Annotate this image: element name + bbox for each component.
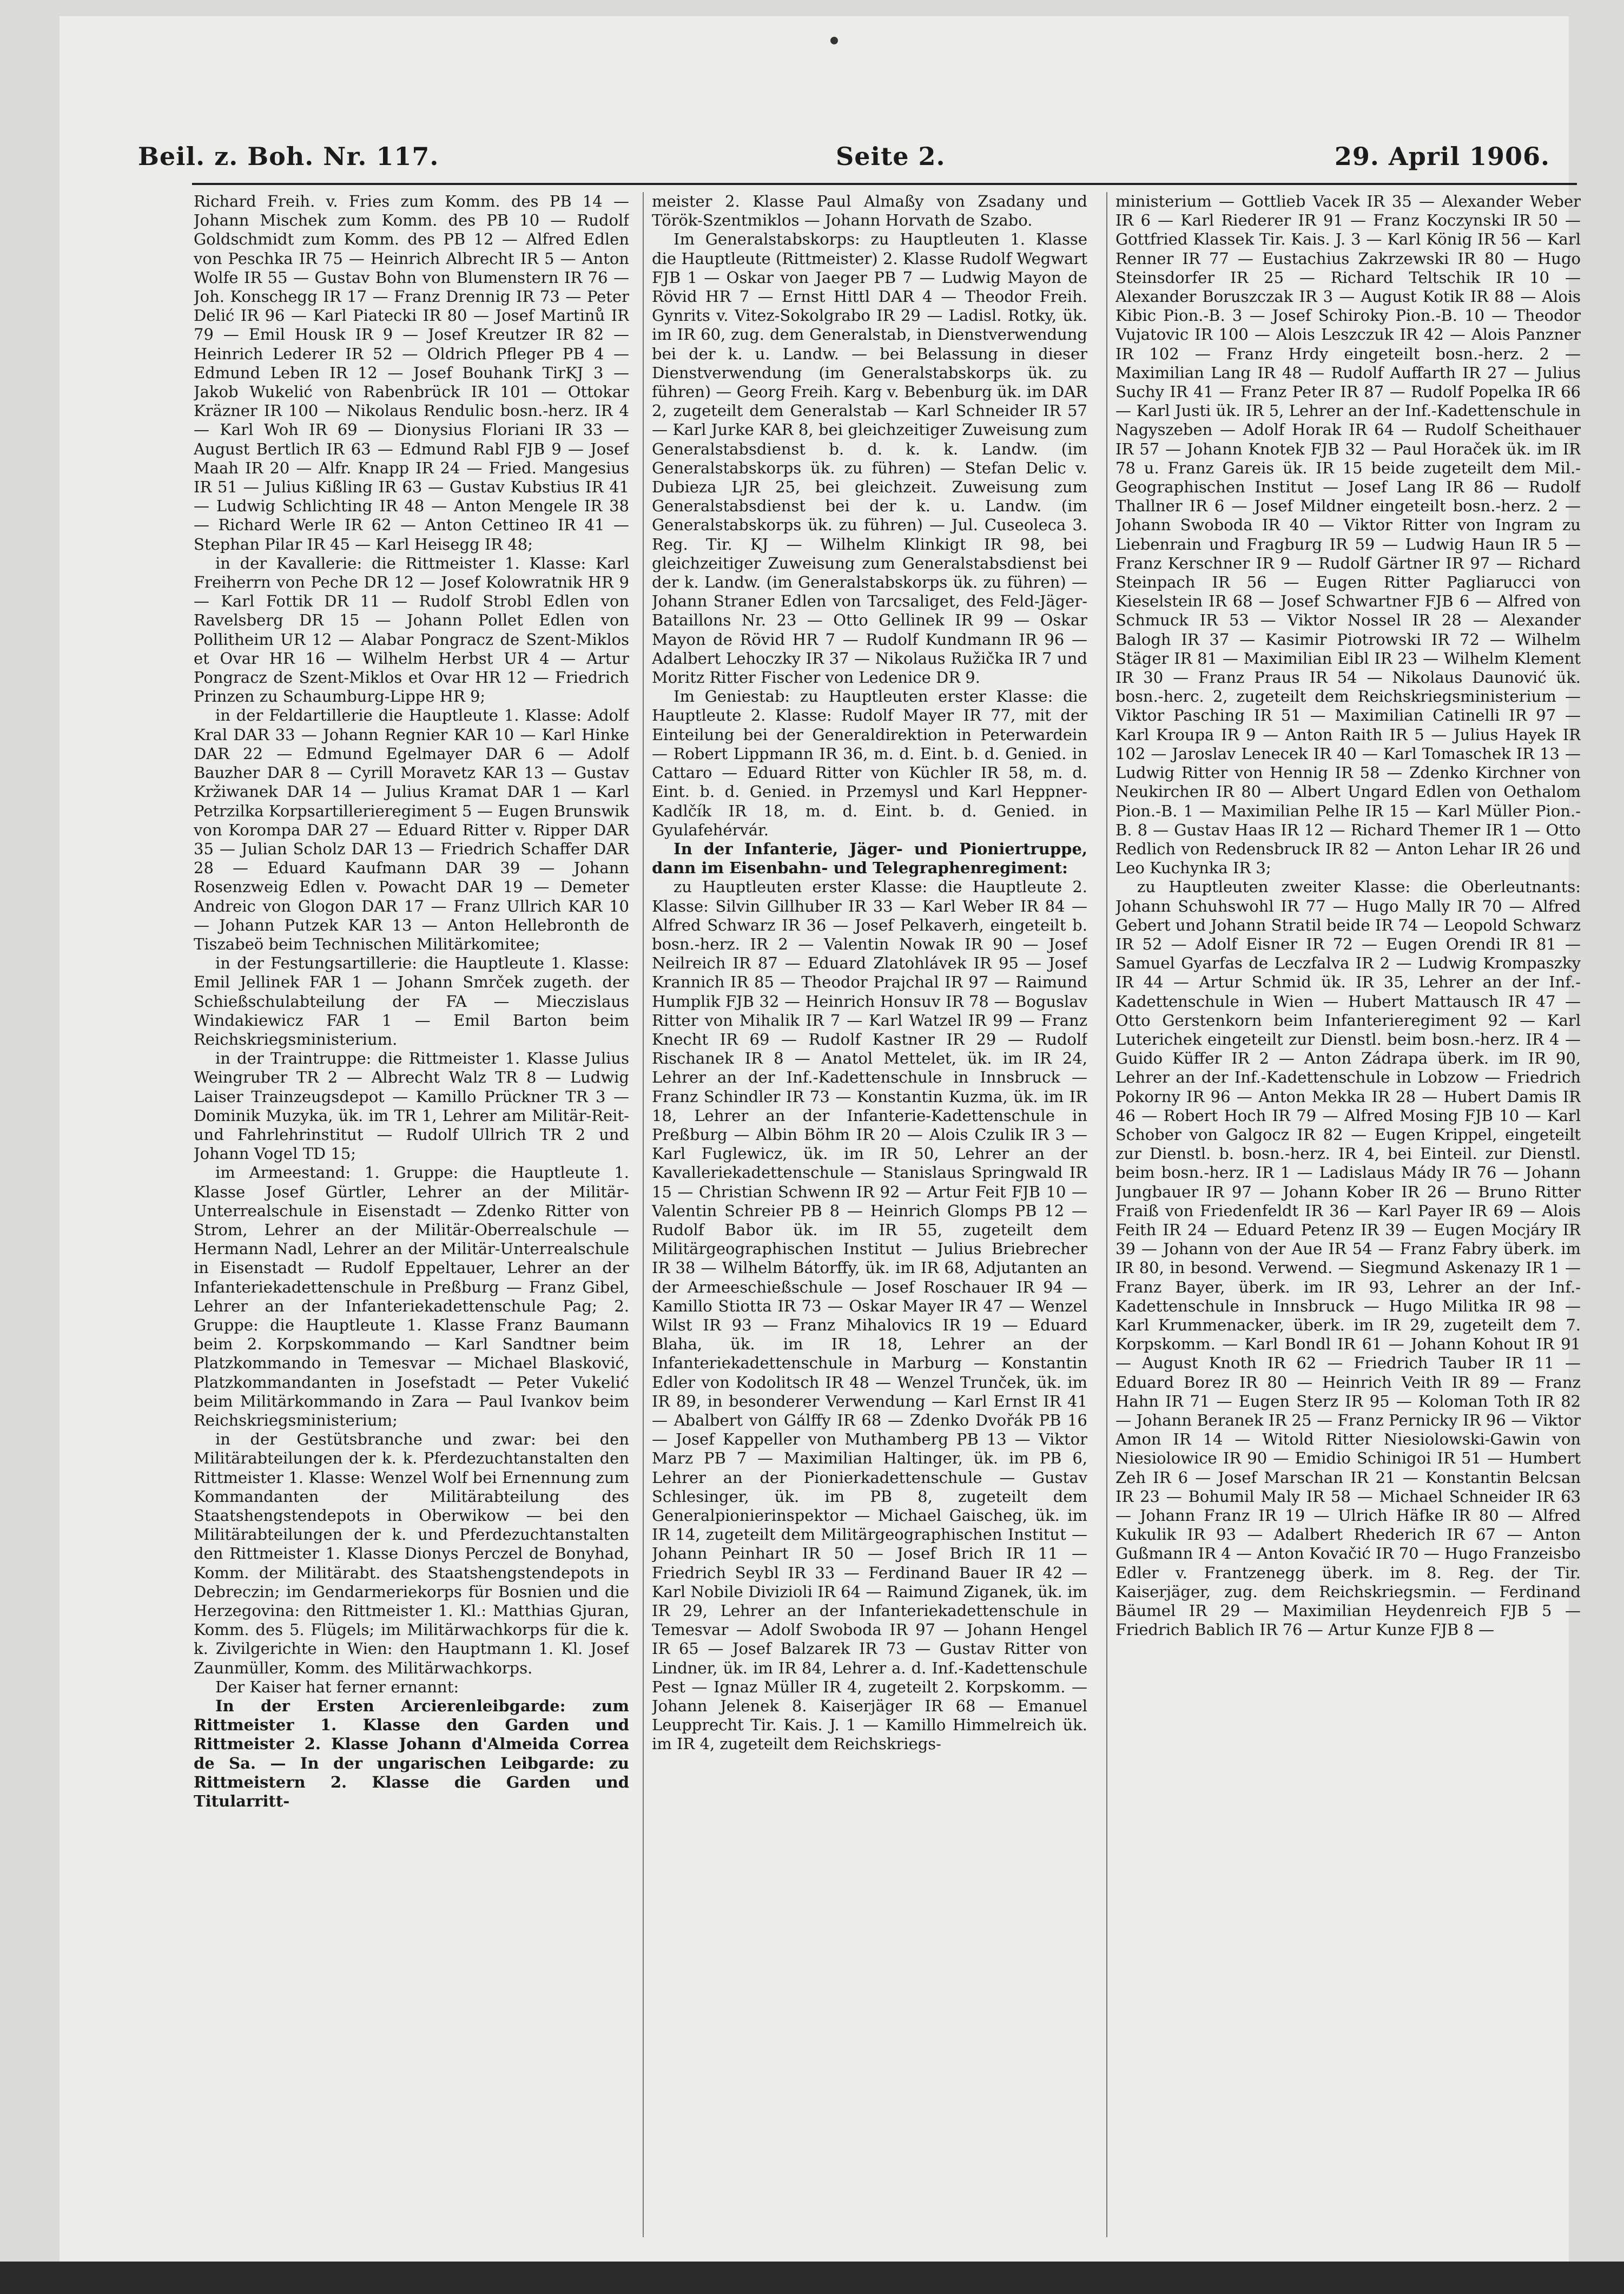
paragraph: meister 2. Klasse Paul Almaßy von Zsadany und Török-Szentmiklos — Johann Horvath de Szabo. <box>652 192 1087 230</box>
scan-bottom-edge <box>0 2262 1624 2294</box>
paragraph: Der Kaiser hat ferner ernannt: <box>215 1677 459 1696</box>
paragraph: zu Hauptleuten erster Klasse: die Hauptleute 2. Klasse: Silvin Gillhuber IR 33 — Karl Weber IR 84 — Alfred Schwarz IR 36 — Josef Pelkaverh, eingeteilt b. bosn.-herz. IR 2 — Valentin Nowak IR 90 — Josef Neilreich IR 87 — Eduard Zlatohlávek IR 95 — Josef Krannich IR 85 — Theodor Prajchal IR 97 — Raimund Humplik FJB 32 — Heinrich Honsuv IR 78 — Boguslav Ritter von Mihalik IR 7 — Karl Watzel IR 99 — Franz Knecht IR 69 — Rudolf Kastner IR 29 — Rudolf Rischanek IR 8 — Anatol Mettelet, ük. im IR 24, Lehrer an der Inf.-Kadettenschule in Innsbruck — Franz Schindler IR 73 — Konstantin Kuzma, ük. im IR 18, Lehrer an der Infanterie-Kadettenschule in Preßburg — Albin Böhm IR 20 — Alois Czulik IR 3 — Karl Fuglewicz, ük. im IR 50, Lehrer an der Kavalleriekadettenschule — Stanislaus Springwald IR 15 — Christian Schwenn IR 92 — Artur Feit FJB 10 — Valentin Schreier PB 8 — Heinrich Glomps PB 12 — Rudolf Babor ük. im IR 55, zugeteilt dem Militärgeographischen Institut — Julius Briebrecher IR 38 — Wilhelm Bátorffy, ük. im IR 68, Adjutanten an der Armeeschießschule — Josef Roschauer IR 94 — Kamillo Stiotta IR 73 — Oskar Mayer IR 47 — Wenzel Wilst IR 93 — Franz Mihalovics IR 19 — Eduard Blaha, ük. im IR 18, Lehrer an der Infanteriekadettenschule in Marburg — Konstantin Edler von Kodolitsch IR 48 — Wenzel Trunček, ük. im IR 89, in besonderer Verwendung — Karl Ernst IR 41 — Abalbert von Gálffy IR 68 — Zdenko Dvořák PB 16 — Josef Kappeller von Muthamberg PB 13 — Viktor Marz PB 7 — Maximilian Haltinger, ük. im PB 6, Lehrer an der Pionierkadettenschule — Gustav Schlesinger, ük. im PB 8, zugeteilt dem Generalpionierinspektor — Michael Gaischeg, ük. im IR 14, zugeteilt dem Militärgeographischen Institut — Johann Peinhart IR 50 — Josef Brich IR 11 — Friedrich Seybl IR 33 — Ferdinand Bauer IR 42 — Karl Nobile Divizioli IR 64 — Raimund Ziganek, ük. im IR 29, Lehrer an der Infanteriekadettenschule in Temesvar — Adolf Swoboda IR 97 — Johann Hengel IR 65 — Josef Balzarek IR 73 — Gustav Ritter von Lindner, ük. im IR 84, Lehrer a. d. Inf.-Kadettenschule Pest — Ignaz Müller IR 4, zugeteilt 2. Korpskomm. — Johann Jelenek 8. Kaiserjäger IR 68 — Emanuel Leupprecht Tir. Kais. J. 1 — Kamillo Himmelreich ük. im IR 4, zugeteilt dem Reichskriegs- <box>652 878 1087 1754</box>
paragraph: in der Gestütsbranche und zwar: bei den Militärabteilungen der k. k. Pferdezuchtanstalten den Rittmeister 1. Klasse: Wenzel Wolf bei Ernennung zum Kommandanten der Militärabteilung des Staatshengstendepots in Oberwikow — bei den Militärabteilungen der k. und Pferdezuchtanstalten den Rittmeister 1. Klasse Dionys Perczel de Bonyhad, Komm. der Militärabt. des Staatshengstendepots in Debreczin; im Gendarmeriekorps für Bosnien und die Herzegovina: den Rittmeister 1. Kl.: Matthias Gjuran, Komm. des 5. Flügels; im Militärwachkorps für die k. k. Zivilgerichte in Wien: den Hauptmann 1. Kl. Josef Zaunmüller, Komm. des Militärwachkorps. <box>194 1430 629 1677</box>
paragraph: zu Hauptleuten zweiter Klasse: die Oberleutnants: Johann Schuhswohl IR 77 — Hugo Mally IR 70 — Alfred Gebert und Johann Stratil beide IR 74 — Leopold Schwarz IR 52 — Adolf Eisner IR 72 — Eugen Orendi IR 81 — Samuel Gyarfas de Leczfalva IR 2 — Ludwig Krompaszky IR 44 — Artur Schmid ük. IR 35, Lehrer an der Inf.-Kadettenschule in Wien — Hubert Mattausch IR 47 — Otto Gerstenkorn beim Infanterieregiment 92 — Karl Luterichek eingeteilt zur Dienstl. beim bosn.-herz. IR 4 — Guido Küffer IR 2 — Anton Zádrapa überk. im IR 90, Lehrer an der Inf.-Kadettenschule in Lobzow — Friedrich Pokorny IR 96 — Anton Mekka IR 28 — Hubert Damis IR 46 — Robert Hoch IR 79 — Alfred Mosing FJB 10 — Karl Schober von Galgocz IR 82 — Eugen Krippel, eingeteilt zur Dienstl. b. bosn.-herz. IR 4, bei Einteil. zur Dienstl. beim bosn.-herz. IR 1 — Ladislaus Mády IR 76 — Johann Jungbauer IR 97 — Johann Kober IR 26 — Bruno Ritter Fraiß von Friedenfeldt IR 36 — Karl Payer IR 69 — Alois Feith IR 24 — Eduard Petenz IR 39 — Eugen Mocjáry IR 39 — Johann von der Aue IR 54 — Franz Fabry überk. im IR 80, in besond. Verwend. — Siegmund Askenazy IR 1 — Franz Bayer, überk. im IR 93, Lehrer an der Inf.-Kadettenschule in Innsbruck — Hugo Militka IR 98 — Karl Krummenacker, überk. im IR 29, zugeteilt dem 7. Korpskomm. — Karl Bondl IR 61 — Johann Kohout IR 91 — August Knoth IR 62 — Friedrich Tauber IR 11 — Eduard Borez IR 80 — Heinrich Veith IR 89 — Franz Hahn IR 71 — Eugen Sterz IR 95 — Koloman Toth IR 82 — Johann Beranek IR 25 — Franz Pernicky IR 96 — Viktor Amon IR 14 — Witold Ritter Niesiolowski-Gawin von Niesiolowice IR 90 — Emidio Schinigoi IR 51 — Humbert Zeh IR 6 — Josef Marschan IR 21 — Konstantin Belcsan IR 23 — Bohumil Maly IR 58 — Michael Schneider IR 63 — Johann Franz IR 19 — Ulrich Häfke IR 80 — Alfred Kukulik IR 93 — Adalbert Rhederich IR 67 — Anton Gußmann IR 4 — Anton Kovačić IR 70 — Hugo Franzeisbo Edler v. Frantzenegg überk. im 8. Reg. der Tir. Kaiserjäger, zug. dem Reichskriegsmin. — Ferdinand Bäumel IR 29 — Maximilian Heydenreich FJB 5 — Friedrich Bablich IR 76 — Artur Kunze FJB 8 — <box>1115 878 1581 1639</box>
page-header <box>138 142 1550 180</box>
paragraph: Richard Freih. v. Fries zum Komm. des PB 14 — Johann Mischek zum Komm. des PB 10 — Rudolf Goldschmidt zum Komm. des PB 12 — Alfred Edlen von Peschka IR 75 — Heinrich Albrecht IR 5 — Anton Wolfe IR 55 — Gustav Bohn von Blumenstern IR 76 — Joh. Konschegg IR 17 — Franz Drennig IR 73 — Peter Delić IR 96 — Karl Piatecki IR 80 — Josef Martinů IR 79 — Emil Housk IR 9 — Josef Kreutzer IR 82 — Heinrich Lederer IR 52 — Oldrich Pfleger PB 4 — Edmund Leben IR 12 — Josef Bouhank TirKJ 3 — Jakob Wukelić von Rabenbrück IR 101 — Ottokar Kräzner IR 100 — Nikolaus Rendulic bosn.-herz. IR 4 — Karl Woh IR 69 — Dionysius Floriani IR 33 — August Bertlich IR 63 — Edmund Rabl FJB 9 — Josef Maah IR 20 — Alfr. Knapp IR 24 — Fried. Mangesius IR 51 — Julius Kißling IR 63 — Gustav Kubstius IR 41 — Ludwig Schlichting IR 48 — Anton Mengele IR 38 — Richard Werle IR 62 — Anton Cettineo IR 41 — Stephan Pilar IR 45 — Karl Heisegg IR 48; <box>194 192 629 553</box>
column-divider-2 <box>1106 192 1107 2237</box>
paragraph: Im Geniestab: zu Hauptleuten erster Klasse: die Hauptleute 2. Klasse: Rudolf Mayer IR 77, mit der Einteilung bei der Generaldirektion in Peterwardein — Robert Lippmann IR 36, m. d. Eint. b. d. Genied. in Cattaro — Eduard Ritter von Küchler IR 58, m. d. Eint. b. d. Genied. in Przemysl und Karl Heppner-Kadlčík IR 18, m. d. Eint. b. d. Genied. in Gyulafehérvár. <box>652 687 1087 839</box>
ink-dot <box>830 37 838 44</box>
section-heading: In der Infanterie, Jäger- und Pioniertruppe, dann im Eisenbahn- und Telegraphenregiment: <box>652 839 1087 878</box>
text-column-1 <box>194 192 629 2237</box>
paragraph: ministerium — Gottlieb Vacek IR 35 — Alexander Weber IR 6 — Karl Riederer IR 91 — Franz Koczynski IR 50 — Gottfried Klassek Tir. Kais. J. 3 — Karl König IR 56 — Karl Renner IR 77 — Eustachius Zakrzewski IR 80 — Hugo Steinsdorfer IR 25 — Richard Teltschik IR 10 — Alexander Boruszczak IR 3 — August Kotik IR 88 — Alois Kibic Pion.-B. 3 — Josef Schiroky Pion.-B. 10 — Theodor Vujatovic IR 100 — Alois Leszczuk IR 42 — Alois Panzner IR 102 — Franz Hrdy eingeteilt bosn.-herz. 2 — Maximilian Lang IR 48 — Rudolf Auffarth IR 27 — Julius Suchy IR 41 — Franz Peter IR 87 — Rudolf Popelka IR 66 — Karl Justi ük. IR 5, Lehrer an der Inf.-Kadettenschule in Nagyszeben — Adolf Horak IR 64 — Rudolf Scheithauer IR 57 — Johann Knotek FJB 32 — Paul Horaček ük. im IR 78 u. Franz Gareis ük. IR 15 beide zugeteilt dem Mil.-Geographischen Institut — Josef Lang IR 86 — Rudolf Thallner IR 6 — Josef Mildner eingeteilt bosn.-herz. 2 — Johann Swoboda IR 40 — Viktor Ritter von Ingram zu Liebenrain und Fragburg IR 59 — Ludwig Haun IR 5 — Franz Kerschner IR 9 — Rudolf Gärtner IR 97 — Richard Steinpach IR 56 — Eugen Ritter Pagliarucci von Kieselstein IR 68 — Josef Schwartner FJB 6 — Alfred von Schmuck IR 53 — Viktor Nossel IR 28 — Alexander Balogh IR 37 — Kasimir Piotrowski IR 72 — Wilhelm Stäger IR 81 — Maximilian Eibl IR 23 — Wilhelm Klement IR 30 — Franz Praus IR 54 — Nikolaus Daunović ük. bosn.-herc. 2, zugeteilt dem Reichskriegsministerium — Viktor Pasching IR 51 — Maximilian Catinelli IR 97 — Karl Kroupa IR 9 — Anton Raith IR 5 — Julius Hayek IR 102 — Jaroslav Lenecek IR 40 — Karl Tomaschek IR 13 — Ludwig Ritter von Hennig IR 58 — Zdenko Kirchner von Neukirchen IR 80 — Albert Ungard Edlen von Oethalom Pion.-B. 1 — Maximilian Pelhe IR 15 — Karl Müller Pion.-B. 8 — Gustav Haas IR 12 — Richard Themer IR 1 — Otto Redlich von Redensbruck IR 82 — Anton Lehar IR 26 und Leo Kuchynka IR 3; <box>1115 192 1581 878</box>
paragraph: In der Ersten Arcierenleibgarde: zum Rittmeister 1. Klasse den Garden und Rittmeister 2. Klasse Johann d'Almeida Correa de Sa. — In der ungarischen Leibgarde: zu Rittmeistern 2. Klasse die Garden und Titularritt- <box>194 1697 629 1811</box>
paragraph: in der Traintruppe: die Rittmeister 1. Klasse Julius Weingruber TR 2 — Albrecht Walz TR 8 — Ludwig Laiser Trainzeugsdepot — Kamillo Prückner TR 3 — Dominik Muzyka, ük. im TR 1, Lehrer am Militär-Reit- und Fahrlehrinstitut — Rudolf Ullrich TR 2 und Johann Vogel TD 15; <box>194 1049 629 1163</box>
paragraph: im Armeestand: 1. Gruppe: die Hauptleute 1. Klasse Josef Gürtler, Lehrer an der Militär-Unterrealschule in Eisenstadt — Zdenko Ritter von Strom, Lehrer an der Militär-Oberrealschule — Hermann Nadl, Lehrer an der Militär-Unterrealschule in Eisenstadt — Rudolf Eppeltauer, Lehrer an der Infanteriekadettenschule in Preßburg — Franz Gibel, Lehrer an der Infanteriekadettenschule Pag; 2. Gruppe: die Hauptleute 1. Klasse Franz Baumann beim 2. Korpskommando — Karl Sandtner beim Platzkommando in Temesvar — Michael Blasković, Platzkommandanten in Josefstadt — Peter Vukelić beim Militärkommando in Zara — Paul Ivankov beim Reichskriegsministerium; <box>194 1163 629 1429</box>
text-column-3 <box>1115 192 1581 2237</box>
page-number: Seite 2. <box>836 142 946 171</box>
text-column-2 <box>652 192 1087 2237</box>
paragraph: in der Festungsartillerie: die Hauptleute 1. Klasse: Emil Jellinek FAR 1 — Johann Smrček zugeth. der Schießschulabteilung der FA — Mieczislaus Windakiewicz FAR 1 — Emil Barton beim Reichskriegsministerium. <box>194 954 629 1049</box>
column-divider-1 <box>643 192 644 2237</box>
paragraph: in der Kavallerie: die Rittmeister 1. Klasse: Karl Freiherrn von Peche DR 12 — Josef Kolowratnik HR 9 — Karl Fottik DR 11 — Rudolf Strobl Edlen von Ravelsberg DR 15 — Johann Pollet Edlen von Pollitheim UR 12 — Alabar Pongracz de Szent-Miklos et Ovar HR 16 — Wilhelm Herbst UR 4 — Artur Pongracz de Szent-Miklos et Ovar HR 12 — Friedrich Prinzen zu Schaumburg-Lippe HR 9; <box>194 553 629 706</box>
supplement-number: Beil. z. Boh. Nr. 117. <box>138 142 439 171</box>
paragraph: in der Feldartillerie die Hauptleute 1. Klasse: Adolf Kral DAR 33 — Johann Regnier KAR 10 — Karl Hinke DAR 22 — Edmund Egelmayer DAR 6 — Adolf Bauzher DAR 8 — Cyrill Moravetz KAR 13 — Gustav Kržiwanek DAR 14 — Julius Kramat DAR 1 — Karl Petrzilka Korpsartillerieregiment 5 — Eugen Brunswik von Korompa DAR 27 — Eduard Ritter v. Ripper DAR 35 — Julian Scholz DAR 13 — Friedrich Schaffer DAR 28 — Eduard Kaufmann DAR 39 — Johann Rosenzweig Edlen v. Powacht DAR 19 — Demeter Andreic von Glogon DAR 17 — Franz Ullrich KAR 10 — Johann Putzek KAR 13 — Anton Hellebronth de Tiszabeö beim Technischen Militärkomitee; <box>194 706 629 953</box>
paragraph: Im Generalstabskorps: zu Hauptleuten 1. Klasse die Hauptleute (Rittmeister) 2. Klasse Rudolf Wegwart FJB 1 — Oskar von Jaeger PB 7 — Ludwig Mayon de Rövid HR 7 — Ernst Hittl DAR 4 — Theodor Freih. Gynrits v. Vitez-Sokolgrabo IR 29 — Ladisl. Rotky, ük. im IR 60, zug. dem Generalstab, in Dienstverwendung bei der k. u. Landw. — bei Belassung in dieser Dienstverwendung (im Generalstabskorps ük. zu führen) — Georg Freih. Karg v. Bebenburg ük. im DAR 2, zugeteilt dem Generalstab — Karl Schneider IR 57 — Karl Jurke KAR 8, bei gleichzeitiger Zuweisung zum Generalstabsdienst b. d. k. k. Landw. (im Generalstabskorps ük. zu führen) — Stefan Delic v. Dubieza LJR 25, bei gleichzeit. Zuweisung zum Generalstabsdienst bei der k. u. Landw. (im Generalstabskorps ük. zu führen) — Jul. Cuseoleca 3. Reg. Tir. KJ — Wilhelm Klinkigt IR 98, bei gleichzeitiger Zuweisung zum Generalstabsdienst bei der k. Landw. (im Generalstabskorps ük. zu führen) — Johann Straner Edlen von Tarcsaliget, des Feld-Jäger-Bataillons Nr. 23 — Otto Gellinek IR 99 — Oskar Mayon de Rövid HR 7 — Rudolf Kundmann IR 96 — Adalbert Lehoczky IR 37 — Nikolaus Ružička IR 7 und Moritz Ritter Fischer von Ledenice DR 9. <box>652 230 1087 687</box>
issue-date: 29. April 1906. <box>1334 142 1550 171</box>
header-rule <box>192 183 1577 185</box>
